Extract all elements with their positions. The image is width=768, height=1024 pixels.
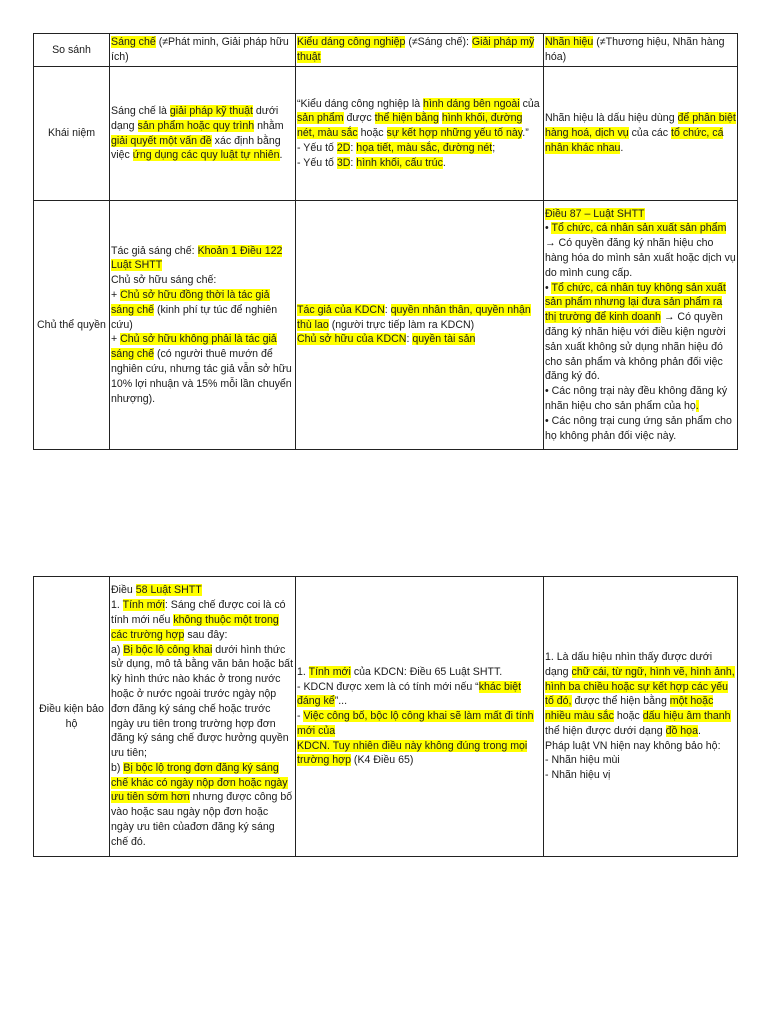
text-run: của các (628, 127, 672, 140)
cell-line (297, 665, 542, 680)
cell-line (545, 221, 736, 280)
text-run: (có người thuê mướn để nghiên cứu, nhưng tác giả vẫn sở hữu 10% lợi nhuận và 15% mỗi lần chuyển nhượng). (111, 348, 292, 405)
highlighted-text: KDCN. Tuy nhiên điều này không đúng trong mọi trường hợp (297, 739, 528, 767)
highlighted-text: Tính mới (308, 665, 351, 678)
highlighted-text: 58 Luật SHTT (135, 584, 202, 597)
table-row (34, 34, 738, 67)
highlighted-text: dấu hiệu âm thanh (642, 710, 731, 723)
cell-line (111, 288, 294, 332)
highlighted-text: tổ chức, cá nhân khác nhau (545, 127, 724, 154)
row-label: Khái niệm (34, 67, 110, 201)
cell-line (545, 281, 736, 385)
text-run: ; (492, 141, 496, 154)
text-run: Điều (111, 584, 136, 597)
cell-line (111, 35, 294, 65)
text-run: Nhãn hiệu là dấu hiệu dùng (545, 112, 678, 125)
cell-line (297, 680, 542, 710)
text-run: : (384, 303, 391, 316)
cell-line (545, 753, 736, 768)
row-label: So sánh (34, 34, 110, 67)
highlighted-text: sản phẩm (297, 112, 344, 125)
cell-line (297, 141, 542, 156)
text-run: hoặc (613, 710, 643, 723)
highlighted-text: để phân biệt hàng hoá, dịch vụ (545, 112, 736, 140)
text-run: → Có quyền đăng ký nhãn hiệu với điều kiện người sản xuất không sử dụng nhãn hiệu đó cho sản phẩm và không phản đối việc đăng ký đó. (545, 311, 726, 383)
invention-cell (110, 67, 296, 201)
cell-line (297, 332, 542, 347)
text-run: . (620, 141, 624, 154)
table-row (34, 577, 738, 857)
text-run: của (519, 97, 540, 110)
cell-line (545, 384, 736, 414)
text-run: được (343, 112, 375, 125)
cell-line (297, 303, 542, 333)
text-run: . (697, 724, 701, 737)
text-run: b) (111, 761, 124, 774)
highlighted-text: một hoặc nhiều màu sắc (545, 695, 714, 723)
cell-line (297, 97, 542, 141)
industrial-design-cell (296, 577, 544, 857)
invention-cell (110, 34, 296, 67)
trademark-cell (544, 201, 738, 450)
trademark-cell (544, 67, 738, 201)
highlighted-text: ứng dụng các quy luật tự nhiên (132, 149, 280, 162)
text-run: • Các nông trại cung ứng sản phẩm cho họ không phản đối việc này. (545, 414, 732, 442)
text-run: • (545, 222, 552, 235)
highlighted-text: Tác giả của KDCN (297, 303, 385, 316)
trademark-cell (544, 577, 738, 857)
cell-line (111, 583, 294, 598)
highlighted-text: Kiểu dáng công nghiệp (297, 36, 406, 49)
cell-line (297, 709, 542, 739)
industrial-design-cell (296, 201, 544, 450)
highlighted-text: 3D (336, 156, 351, 169)
invention-cell (110, 577, 296, 857)
text-run: xác định bằng việc (111, 134, 281, 162)
highlighted-text: Nhãn hiệu (545, 36, 594, 49)
highlighted-text: không thuộc một trong các trường hợp (111, 613, 279, 641)
protection-conditions-table (33, 576, 738, 857)
text-run: . (279, 149, 283, 162)
text-run: Pháp luật VN hiện nay không bảo hộ: (545, 739, 721, 752)
cell-line (545, 414, 736, 444)
cell-line (545, 35, 736, 65)
cell-line (545, 768, 736, 783)
highlighted-text: . (695, 399, 699, 412)
highlighted-text: Tính mới (122, 599, 165, 612)
comparison-table (33, 33, 738, 450)
text-run: - Nhãn hiệu mùi (545, 754, 620, 767)
text-run: - KDCN được xem là có tính mới nếu “ (297, 680, 479, 693)
cell-line (111, 273, 294, 288)
highlighted-text: thể hiện bằng (374, 112, 439, 125)
highlighted-text: họa tiết, màu sắc, đường nét (356, 141, 493, 154)
highlighted-text: Bị bộc lộ công khai (123, 643, 213, 656)
text-run: - (297, 710, 304, 723)
highlighted-text: hình dáng bên ngoài (423, 97, 520, 110)
text-run: : (350, 156, 357, 169)
cell-line (297, 35, 542, 65)
text-run: 1. Là dấu hiệu nhìn thấy được dưới dạng (545, 650, 713, 678)
highlighted-text: Sáng chế (111, 36, 156, 49)
text-run: (≠Phát minh, Giải pháp hữu ích) (111, 36, 289, 63)
text-run: : Sáng chế được coi là có tính mới nếu (111, 599, 286, 626)
invention-cell (110, 201, 296, 450)
text-run: .” (522, 127, 529, 140)
text-run: : (406, 333, 413, 346)
text-run: → Có quyền đăng ký nhãn hiệu cho hàng hóa do mình sản xuất hoặc dịch vụ do mình cung cấp. (545, 237, 736, 279)
text-run: (≠Thương hiệu, Nhãn hàng hóa) (545, 36, 725, 63)
highlighted-text: sản phẩm hoặc quy trình (137, 119, 255, 132)
highlighted-text: 2D (336, 141, 351, 154)
cell-line (111, 643, 294, 761)
text-run: + (111, 289, 121, 301)
cell-line (111, 104, 294, 163)
table-row (34, 201, 738, 450)
text-run: a) (111, 643, 124, 656)
text-run: (người trực tiếp làm ra KDCN) (328, 318, 475, 331)
highlighted-text: sự kết hợp những yếu tố này (386, 127, 523, 140)
trademark-cell (544, 34, 738, 67)
text-run: (kinh phí tự túc để nghiên cứu) (111, 303, 278, 331)
row-label: Chủ thể quyền (34, 201, 110, 450)
highlighted-text: Chủ sở hữu đồng thời là tác giả sáng chế (111, 289, 270, 316)
text-run: dưới dạng (111, 104, 279, 132)
text-run: • Các nông trại này đều không đăng ký nhãn hiệu cho sản phẩm của họ (545, 385, 728, 412)
text-run: ”... (334, 695, 348, 708)
text-run: hoặc (357, 127, 387, 140)
highlighted-text: Điều 87 – Luật SHTT (545, 207, 645, 220)
cell-line (545, 739, 736, 754)
highlighted-text: Bị bộc lộ trong đơn đăng ký sáng chế khác có ngày nộp đơn hoặc ngày ưu tiên sớm hơn (111, 761, 288, 804)
cell-line (111, 332, 294, 406)
highlighted-text: Giải pháp mỹ thuật (297, 36, 535, 63)
text-run: của KDCN: Điều 65 Luật SHTT. (350, 665, 503, 678)
cell-line (545, 111, 736, 155)
highlighted-text: giải pháp kỹ thuật (169, 104, 253, 117)
text-run: Tác giả sáng chế: (111, 244, 198, 257)
text-run: sau đây: (184, 628, 228, 641)
cell-line (111, 244, 294, 274)
highlighted-text: Khoản 1 Điều 122 Luật SHTT (111, 244, 283, 272)
text-run: (K4 Điều 65) (350, 754, 414, 767)
text-run: - Nhãn hiệu vị (545, 769, 611, 782)
highlighted-text: Chủ sở hữu của KDCN (297, 333, 407, 346)
text-run: - Yếu tố (297, 156, 337, 169)
cell-line (297, 739, 542, 769)
text-run: được thể hiện bằng (571, 695, 670, 708)
cell-line (545, 207, 736, 222)
cell-line (297, 156, 542, 171)
cell-line (111, 761, 294, 850)
highlighted-text: quyền tài sản (412, 333, 476, 346)
highlighted-text: hình khối, đường nét, màu sắc (297, 112, 523, 140)
row-label: Điều kiện bảo hộ (34, 577, 110, 857)
highlighted-text: đồ họa (665, 724, 698, 737)
industrial-design-cell (296, 67, 544, 201)
highlighted-text: Tổ chức, cá nhân tuy không sản xuất sản phẩm nhưng lại đưa sản phẩm ra thị trường để kinh doanh (545, 281, 726, 324)
text-run: nhằm (254, 119, 284, 132)
text-run: + (111, 333, 121, 346)
cell-line (545, 650, 736, 739)
highlighted-text: Tổ chức, cá nhân sản xuất sản phẩm (551, 222, 727, 235)
highlighted-text: chữ cái, từ ngữ, hình vẽ, hình ảnh, hình ba chiều hoặc sự kết hợp các yếu tố đó, (545, 665, 735, 708)
text-run: - Yếu tố (297, 141, 337, 154)
text-run: Chủ sở hữu sáng chế: (111, 274, 217, 287)
text-run: 1. (111, 599, 123, 612)
text-run: 1. (297, 665, 309, 678)
text-run: dưới hình thức sử dụng, mô tả bằng văn bản hoặc bất kỳ hình thức nào khác ở trong nước hoặc ở nước ngoài trước ngày nộp đơn đăng ký sáng chế hoặc trước ngày ưu tiên trong trường hợp đơn đăng ký sáng chế được hưởng quyền ưu tiên; (111, 643, 294, 760)
highlighted-text: giải quyết một vấn đề (111, 134, 212, 147)
text-run: • (545, 281, 552, 294)
text-run: Sáng chế là (111, 104, 170, 117)
text-run: nhưng được công bố vào hoặc sau ngày nộp đơn hoặc ngày ưu tiên củađơn đăng ký sáng chế đó. (111, 791, 293, 848)
highlighted-text: quyền nhân thân, quyền nhận thù lao (297, 303, 531, 331)
highlighted-text: Việc công bố, bộc lộ công khai sẽ làm mất đi tính mới của (297, 710, 534, 737)
text-run: thể hiện được dưới dạng (545, 724, 666, 737)
table-row (34, 67, 738, 201)
highlighted-text: hình khối, cấu trúc (356, 156, 443, 169)
text-run: . (442, 156, 446, 169)
text-run: (≠Sáng chế): (405, 36, 472, 49)
highlighted-text: Chủ sở hữu không phải là tác giả sáng chế (111, 333, 277, 361)
highlighted-text: khác biệt đáng kể (297, 680, 522, 708)
industrial-design-cell (296, 34, 544, 67)
cell-line (111, 598, 294, 642)
text-run: : (350, 141, 357, 154)
text-run: “Kiểu dáng công nghiệp là (297, 97, 424, 110)
